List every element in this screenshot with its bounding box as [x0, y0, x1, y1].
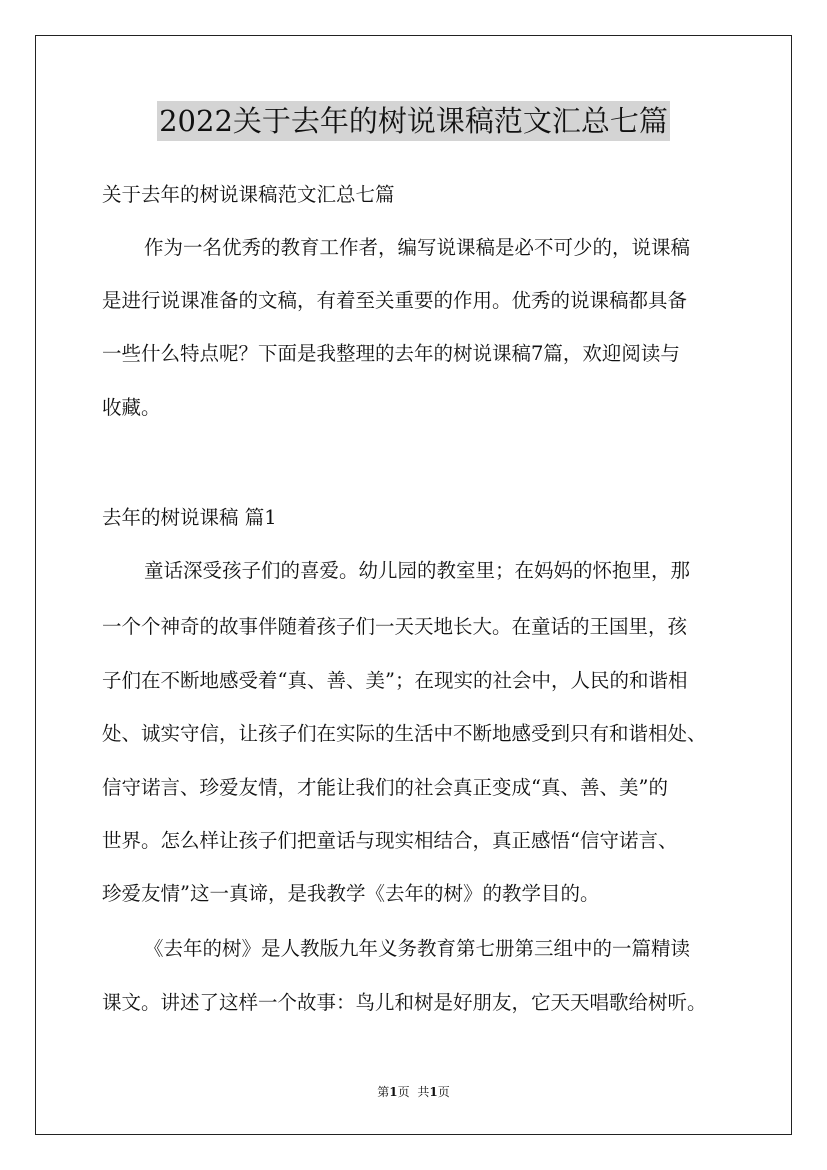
intro-line: 一些什么特点呢？下面是我整理的去年的树说课稿7篇，欢迎阅读与 — [102, 342, 680, 365]
section-line: 课文。讲述了这样一个故事：鸟儿和树是好朋友，它天天唱歌给树听。 — [102, 991, 707, 1014]
footer-total-prefix: 共 — [417, 1085, 430, 1099]
section-line: 一个个神奇的故事伴随着孩子们一天天地长大。在童话的王国里，孩 — [102, 615, 688, 638]
section-line: 子们在不断地感受着“真、善、美”；在现实的社会中，人民的和谐相 — [102, 669, 688, 692]
intro-line: 是进行说课准备的文稿，有着至关重要的作用。优秀的说课稿都具备 — [102, 289, 688, 312]
page-footer — [0, 1084, 827, 1100]
footer-page-number: 1 — [389, 1085, 398, 1099]
intro-line: 收藏。 — [102, 396, 161, 419]
section-heading: 去年的树说课稿 篇1 — [102, 506, 277, 529]
section-line: 珍爱友情”这一真谛，是我教学《去年的树》的教学目的。 — [102, 882, 600, 905]
footer-total-pages: 1 — [429, 1085, 438, 1099]
footer-page-suffix: 页 — [397, 1085, 410, 1099]
section-line: 世界。怎么样让孩子们把童话与现实相结合，真正感悟“信守诺言、 — [102, 829, 678, 852]
footer-total-suffix: 页 — [437, 1085, 450, 1099]
section-line: 《去年的树》是人教版九年义务教育第七册第三组中的一篇精读 — [144, 937, 691, 960]
document-title — [0, 101, 827, 141]
section-line: 信守诺言、珍爱友情，才能让我们的社会真正变成“真、善、美”的 — [102, 776, 668, 799]
document-title-text: 2022关于去年的树说课稿范文汇总七篇 — [157, 101, 670, 141]
intro-line: 作为一名优秀的教育工作者，编写说课稿是必不可少的，说课稿 — [144, 236, 691, 259]
footer-page-prefix: 第 — [377, 1085, 390, 1099]
document-subtitle: 关于去年的树说课稿范文汇总七篇 — [102, 183, 395, 206]
section-line: 处、诚实守信，让孩子们在实际的生活中不断地感受到只有和谐相处、 — [102, 722, 707, 745]
section-line: 童话深受孩子们的喜爱。幼儿园的教室里；在妈妈的怀抱里，那 — [144, 559, 691, 582]
